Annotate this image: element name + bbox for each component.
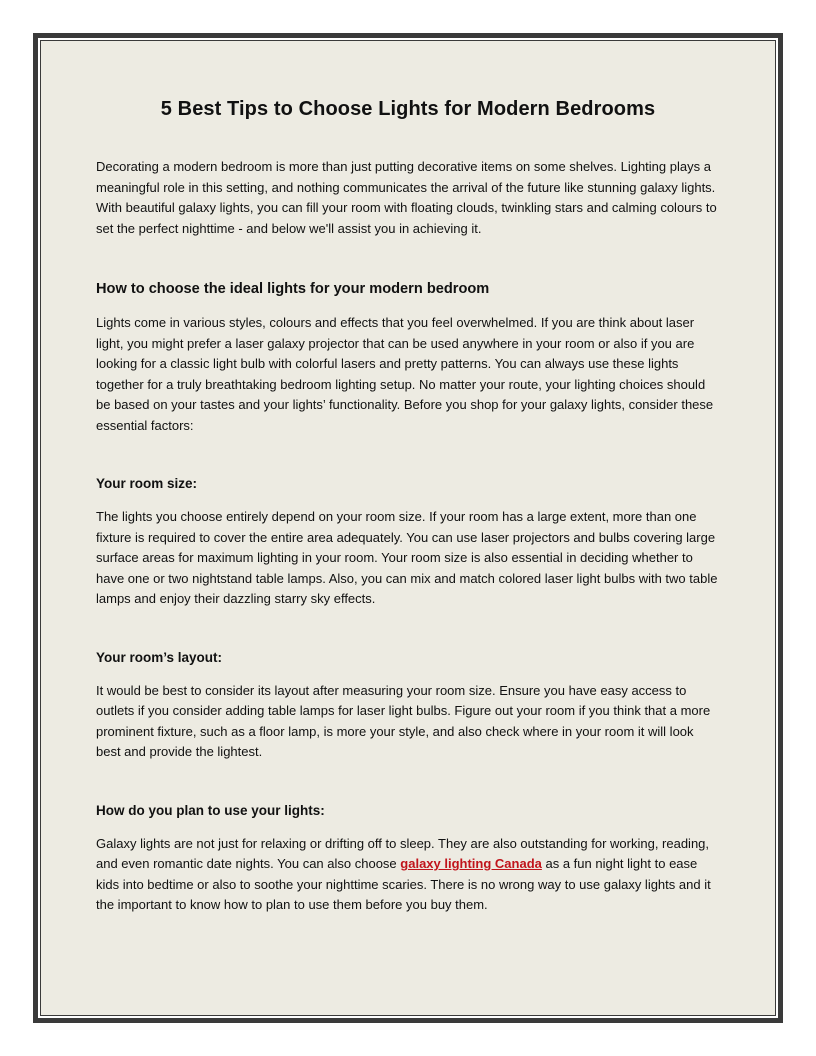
document-body xyxy=(96,98,720,916)
room-layout-heading: Your room’s layout: xyxy=(96,649,223,665)
room-size-paragraph: The lights you choose entirely depend on your room size. If your room has a large extent, more than one fixture is required to cover the entire area adequately. You can use laser projectors and bulbs covering large surface areas for maximum lighting in your room. Your room size is also essential in deciding whether to have one or two nightstand table lamps. Also, you can mix and match colored laser light bulbs with two table lamps and enjoy their dazzling starry sky effects. xyxy=(96,509,718,606)
intro-paragraph: Decorating a modern bedroom is more than just putting decorative items on some shelves. Lighting plays a meaningful role in this setting, and nothing communicates the arrival of the future like stunning galaxy lights. With beautiful galaxy lights, you can fill your room with floating clouds, twinkling stars and calming colours to set the perfect nighttime - and below we'll assist you in achieving it. xyxy=(96,159,717,236)
use-plan-text-before-link: Galaxy lights are not just for relaxing or drifting off to sleep. They are also outstanding for working, reading, and even romantic date nights. You can also choose xyxy=(96,835,710,871)
galaxy-lighting-canada-link[interactable]: galaxy lighting Canada xyxy=(400,856,542,871)
section-heading: How to choose the ideal lights for your modern bedroom xyxy=(96,281,490,297)
room-layout-paragraph: It would be best to consider its layout after measuring your room size. Ensure you have easy access to outlets if you consider adding table lamps for laser light bulbs. Figure out your room if you think that a more prominent fixture, such as a floor lamp, is more your style, and also check where in your room it will look best and provide the lightest. xyxy=(96,682,711,759)
section-paragraph: Lights come in various styles, colours and effects that you feel overwhelmed. If you are think about laser light, you might prefer a laser galaxy projector that can be used anywhere in your room or also if you are looking for a classic light bulb with colorful lasers and pretty patterns. You can always use these lights together for a truly breathtaking bedroom lighting setup. No matter your route, your lighting choices should be based on your tastes and your lights’ functionality. Before you shop for your galaxy lights, consider these essential factors: xyxy=(96,315,714,433)
room-size-heading: Your room size: xyxy=(96,476,198,491)
use-plan-text-after-link: as a fun night light to ease kids into bedtime or also to soothe your nighttime scaries. There is no wrong way to use galaxy lights and it the important to know how to plan to use them before you buy them. xyxy=(96,856,711,912)
document-title: 5 Best Tips to Choose Lights for Modern Bedrooms xyxy=(160,98,656,120)
use-plan-paragraph xyxy=(96,834,720,916)
use-plan-heading: How do you plan to use your lights: xyxy=(96,802,325,818)
